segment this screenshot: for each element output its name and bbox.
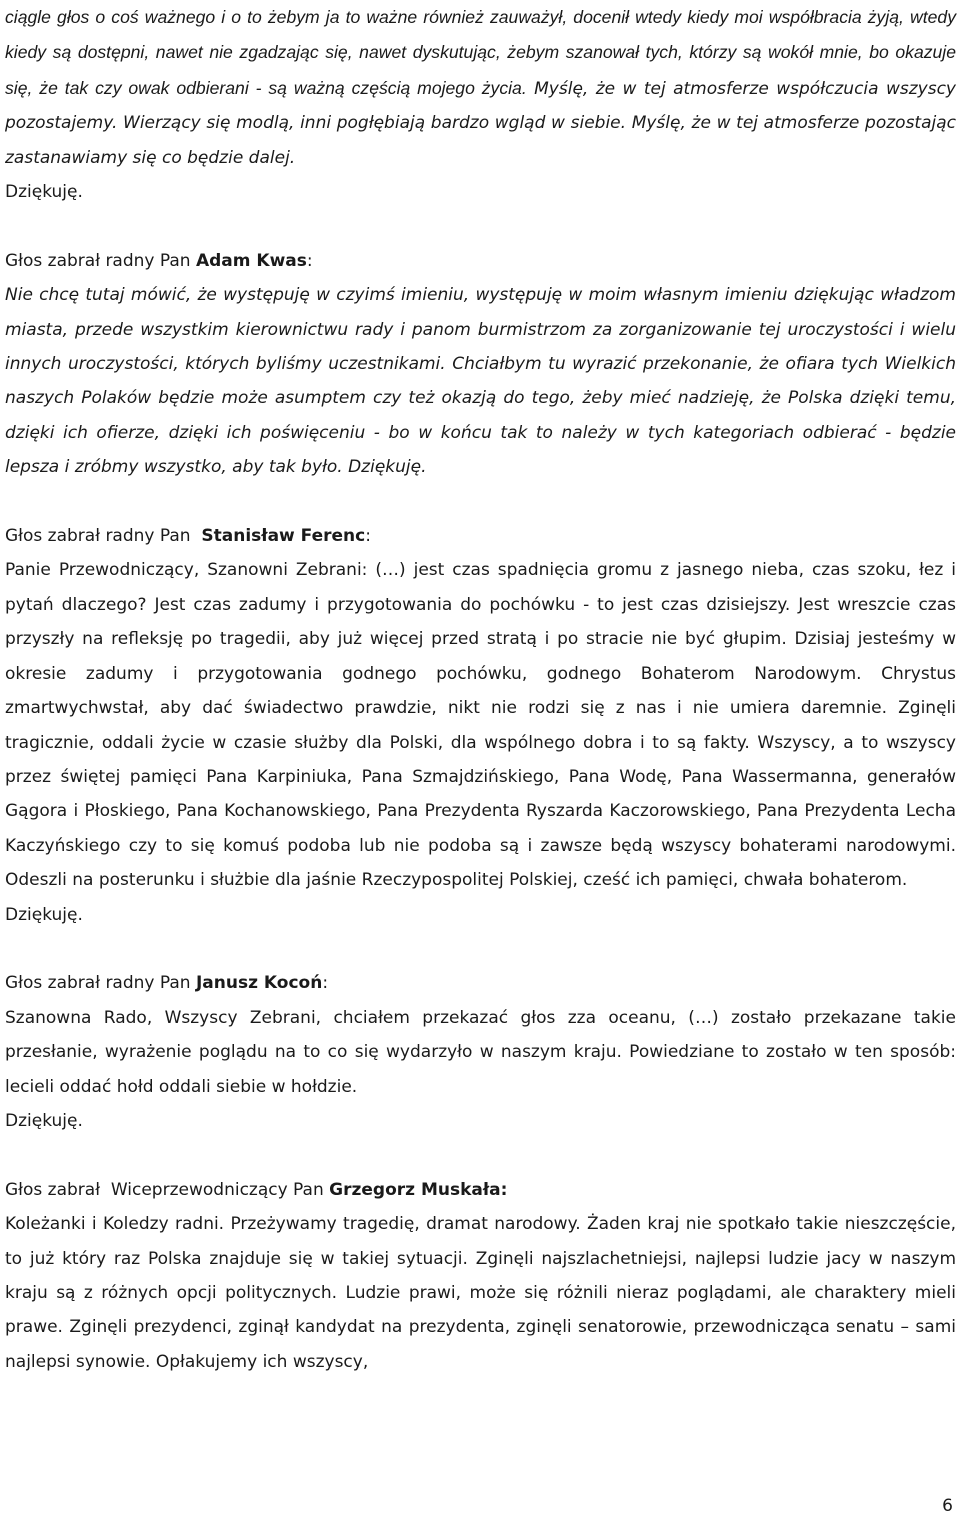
intro-text-verdana: Myślę, że w tej atmosferze współczucia wszyscy pozostajemy. Wierzący się modlą, inni pogłębiają bardzo wgląd w siebie. Myślę, że w tej atmosferze pozostając zastanawiamy się co będzie dalej. xyxy=(5,78,956,168)
intro-section xyxy=(5,0,956,209)
intro-paragraph xyxy=(5,0,956,175)
muskala-section xyxy=(5,1173,956,1379)
kwas-paragraph xyxy=(5,278,956,484)
kocon-speaker-name: Janusz Kocoń xyxy=(195,973,323,994)
kwas-text-2: Chciałbym tu wyrazić przekonanie, że ofiara tych Wielkich naszych Polaków będzie może asumptem czy też okazją do tego, żeby mieć nadzieję, że Polska dzięki temu, dzięki ich ofierze, dzięki ich poświęceniu - bo w końcu tak to należy w tych kategoriach odbierać - będzie lepsza i zróbmy wszystko, aby tak było. Dziękuję. xyxy=(5,354,956,478)
muskala-paragraph: Koleżanki i Koledzy radni. Przeżywamy tragedię, dramat narodowy. Żaden kraj nie spotkało takie nieszczęście, to już który raz Polska znajduje się w takiej sytuacji. Zginęli najszlachetniejsi, najlepsi ludzie jacy w naszym kraju są z różnych opcji politycznych. Ludzie prawi, może się różnili nieraz poglądami, ale charaktery mieli prawe. Zginęli prezydenci, zginął kandydat na prezydenta, zginęli senatorowie, przewodnicząca senatu – sami najlepsi synowie. Opłakujemy ich wszyscy, xyxy=(5,1214,956,1372)
ferenc-speaker-name: Stanisław Ferenc xyxy=(201,526,366,547)
kocon-section xyxy=(5,966,956,1138)
spacer xyxy=(5,209,956,243)
intro-thanks: Dziękuję. xyxy=(5,182,83,203)
spacer xyxy=(5,932,956,966)
spacer xyxy=(5,485,956,519)
kocon-lead: Głos zabrał radny Pan xyxy=(5,973,196,994)
kwas-lead: Głos zabrał radny Pan xyxy=(5,250,196,271)
muskala-speaker-line xyxy=(5,1173,956,1207)
ferenc-paragraph: Panie Przewodniczący, Szanowni Zebrani: (…) jest czas spadnięcia gromu z jasnego nieba, czas szoku, łez i pytań dlaczego? Jest czas zadumy i przygotowania do pochówku - to jest czas dzisiejszy. Jest wreszcie czas przyszły na refleksję po tragedii, aby już więcej przed stratą i po stracie nie być głupim. Dzisiaj jesteśmy w okresie zadumy i przygotowania godnego pochówku, godnego Bohaterom Narodowym. Chrystus zmartwychwstał, aby dać świadectwo prawdzie, nikt nie rodzi się z nas i nie umiera daremnie. Zginęli tragicznie, oddali życie w czasie służby dla Polski, dla wspólnego dobra i to są fakty. Wszyscy, a to wszyscy przez świętej pamięci Pana Karpiniuka, Pana Szmajdzińskiego, Pana Wodę, Pana Wassermanna, generałów Gągora i Płoskiego, Pana Kochanowskiego, Pana Prezydenta Ryszarda Kaczorowskiego, Pana Prezydenta Lecha Kaczyńskiego czy to się komuś podoba lub nie podoba są i zawsze będą wszyscy bohaterami narodowymi. Odeszli na posterunku i służbie dla jaśnie Rzeczypospolitej Polskiej, cześć ich pamięci, chwała bohaterom. xyxy=(5,560,956,891)
ferenc-speaker-line xyxy=(5,519,956,553)
muskala-speaker-name: Grzegorz Muskała: xyxy=(329,1179,508,1200)
kwas-text-1: Nie chcę tutaj mówić, że występuję w czyimś imieniu, występuję w moim własnym imieniu dziękując władzom miasta, przede wszystkim kierownictwu rady i panom burmistrzom za zorganizowanie tej uroczystości i wielu innych uroczystości, których byliśmy uczestnikami. xyxy=(5,285,956,375)
kocon-paragraph: Szanowna Rado, Wszyscy Zebrani, chciałem przekazać głos zza oceanu, (…) zostało przekazane takie przesłanie, wyrażenie poglądu na to co się wydarzyło w naszym kraju. Powiedziane to zostało w ten sposób: lecieli oddać hołd oddali siebie w hołdzie. xyxy=(5,1007,956,1097)
kocon-thanks: Dziękuję. xyxy=(5,1110,83,1131)
page-number: 6 xyxy=(942,1496,953,1516)
kocon-colon: : xyxy=(322,973,329,994)
kwas-speaker-name: Adam Kwas xyxy=(195,250,307,271)
kocon-speaker-line xyxy=(5,966,956,1000)
ferenc-lead: Głos zabrał radny Pan xyxy=(5,526,202,547)
spacer xyxy=(5,1138,956,1172)
ferenc-thanks: Dziękuję. xyxy=(5,904,83,925)
muskala-lead: Głos zabrał Wiceprzewodniczący Pan xyxy=(5,1179,330,1200)
ferenc-section xyxy=(5,519,956,932)
kwas-speaker-line xyxy=(5,244,956,278)
ferenc-colon: : xyxy=(365,526,371,547)
kwas-colon: : xyxy=(306,250,313,271)
intro-text-arial: ciągle głos o coś ważnego i o to żebym ja to ważne również zauważył, docenił wtedy kiedy moi współbracia żyją, wtedy kiedy są dostępni, nawet nie zgadzając się, nawet dyskutując, żebym szanował tych, którzy są wokół mnie, bo okazuje się, że tak czy owak odbierani - są ważną częścią mojego życia. xyxy=(5,7,956,98)
kwas-section xyxy=(5,244,956,485)
document-page xyxy=(5,0,956,1379)
